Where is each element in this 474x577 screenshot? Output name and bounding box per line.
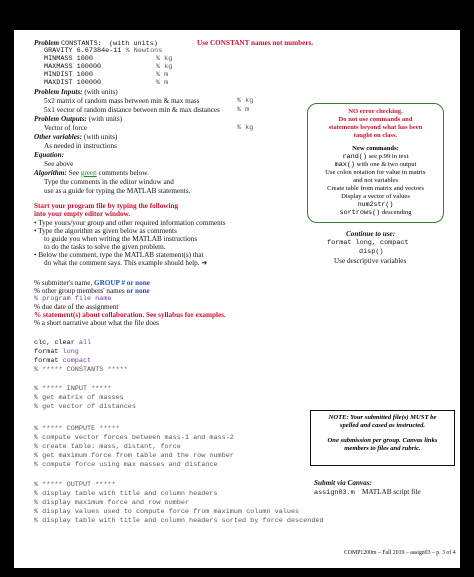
- code-comment: % display table with title and column headers: [34, 490, 218, 498]
- note-line: members to files and rubric.: [344, 445, 421, 452]
- output-item: Vector of force: [44, 124, 88, 132]
- cmd-line: Use colon notation for value in matrix: [325, 169, 426, 176]
- code-comment: % ***** CONSTANTS *****: [34, 366, 128, 374]
- constants-warning: Use CONSTANT names not numbers.: [197, 39, 314, 47]
- code-comment: % compute vector forces between mass-1 and mass-2: [34, 434, 234, 442]
- start-bullet-cont: to do the tasks to solve the given problem.: [44, 243, 166, 251]
- code-comment: % display table with title and column headers sorted by force descended: [34, 517, 324, 525]
- code-comment: % ***** OUTPUT *****: [34, 481, 116, 489]
- code-comment: % get matrix of masses: [34, 394, 124, 402]
- rules-line: statements beyond what has been: [328, 124, 423, 131]
- green-link[interactable]: green: [80, 169, 97, 177]
- output-unit: % kg: [237, 124, 254, 132]
- new-commands-label: New commands:: [352, 145, 399, 152]
- start-title: into your empty editor window.: [34, 210, 131, 218]
- note-line: NOTE: Your submitted file(s) MUST be: [328, 414, 437, 421]
- continue-item: Use descriptive variables: [334, 257, 407, 265]
- note-line: One submission per group. Canvas links: [327, 437, 438, 444]
- code-clc: clc, clear all: [34, 339, 92, 347]
- note-line: spelled and cased as instructed.: [339, 422, 426, 429]
- code-comment: % ***** COMPUTE *****: [34, 425, 120, 433]
- start-title: Start your program file by typing the following: [34, 202, 179, 210]
- header-comment: % a short narrative about what the file does: [34, 319, 159, 327]
- input-item: 5x2 matrix of random mass between min & max mass: [44, 97, 200, 105]
- constant-line: MAXDIST 100000: [44, 79, 102, 87]
- algorithm-line: Algorithm: See green comments below.: [34, 169, 149, 177]
- continue-item: disp(): [359, 248, 384, 256]
- continue-item: format long, compact: [327, 239, 409, 247]
- constant-line: GRAVITY 6.67384e-11 % Newtons: [44, 47, 163, 55]
- cmd-line: Create table from matrix and vectors: [327, 185, 424, 192]
- continue-label: Continue to use:: [346, 230, 396, 238]
- code-format: format long: [34, 348, 79, 356]
- input-unit: % kg: [237, 97, 254, 105]
- problem-label: Problem CONSTANTS: (with units): [34, 39, 158, 48]
- constant-unit: % kg: [156, 63, 173, 71]
- outputs-label: Problem Outputs: (with units): [34, 115, 123, 123]
- cmd-line: and not variables: [352, 177, 399, 184]
- inputs-label: Problem Inputs: (with units): [34, 88, 118, 96]
- other-vars-item: As needed in instructions: [44, 142, 117, 150]
- note-box: [310, 410, 455, 466]
- header-comment: % program file name: [34, 295, 112, 303]
- constant-line: MAXMASS 100000: [44, 63, 102, 71]
- cmd-line: rand() see p.99 in text: [342, 153, 409, 161]
- constant-line: MINDIST 1000: [44, 71, 93, 79]
- constant-unit: % kg: [156, 55, 173, 63]
- header-comment: % due date of the assignment: [34, 303, 119, 311]
- document-page: [14, 30, 460, 568]
- cmd-line: Display a vector of values: [341, 193, 410, 200]
- code-comment: % create table: mass, distant, force: [34, 443, 181, 451]
- constant-unit: % m: [156, 79, 169, 87]
- submit-file: assign03.m MATLAB script file: [314, 488, 421, 497]
- equation-label: Equation:: [34, 151, 64, 159]
- rules-title: NO error checking.: [348, 108, 403, 115]
- start-bullet-cont: do what the comment says. This example should help. ➔: [44, 259, 208, 267]
- code-comment: % ***** INPUT *****: [34, 385, 112, 393]
- equation-item: See above: [44, 160, 74, 168]
- rules-line: Do not use commands and: [338, 116, 413, 123]
- constant-line: MINMASS 1000: [44, 55, 93, 63]
- start-bullet: • Type yours/your group and other required information comments: [34, 219, 226, 227]
- algorithm-text: Type the comments in the editor window and: [44, 178, 174, 186]
- code-format: format compact: [34, 357, 92, 365]
- code-comment: % get vector of distances: [34, 403, 136, 411]
- cmd-line: max() with one & two output: [334, 161, 417, 169]
- start-bullet-cont: to guide you when writing the MATLAB instructions: [44, 235, 198, 243]
- header-comment: % other group members' names or none: [34, 287, 150, 295]
- code-comment: % get maximum force from table and the row number: [34, 452, 234, 460]
- constant-unit: % m: [156, 71, 169, 79]
- submit-label: Submit via Canvas:: [314, 479, 372, 487]
- code-comment: % display values used to compute force from maximum column values: [34, 508, 300, 516]
- start-bullet: • Below the comment, type the MATLAB statement(s) that: [34, 251, 204, 259]
- cmd-line: num2str(): [357, 201, 394, 208]
- input-item: 5x1 vector of random distance between min & max distances: [44, 106, 220, 114]
- start-bullet: • Type the algorithm as given below as comments: [34, 227, 177, 235]
- code-comment: % display maximum force and row number: [34, 499, 189, 507]
- other-vars-label: Other variables: (with units): [34, 133, 118, 141]
- rules-box: [307, 103, 444, 223]
- algorithm-text: use as a guide for typing the MATLAB statements.: [44, 187, 191, 195]
- input-unit: % m: [237, 106, 250, 114]
- header-comment: % statement(s) about collaboration. See syllabus for examples.: [34, 311, 226, 319]
- code-comment: % compute force using max masses and distance: [34, 461, 218, 469]
- page-footer: COMP1200m – Fall 2019 – assign03 – p. 3 of 4: [344, 550, 456, 556]
- header-comment: % submitter's name, GROUP # or none: [34, 279, 150, 287]
- cmd-line: sortrows() descending: [339, 209, 412, 217]
- rules-line: taught on class.: [353, 132, 398, 139]
